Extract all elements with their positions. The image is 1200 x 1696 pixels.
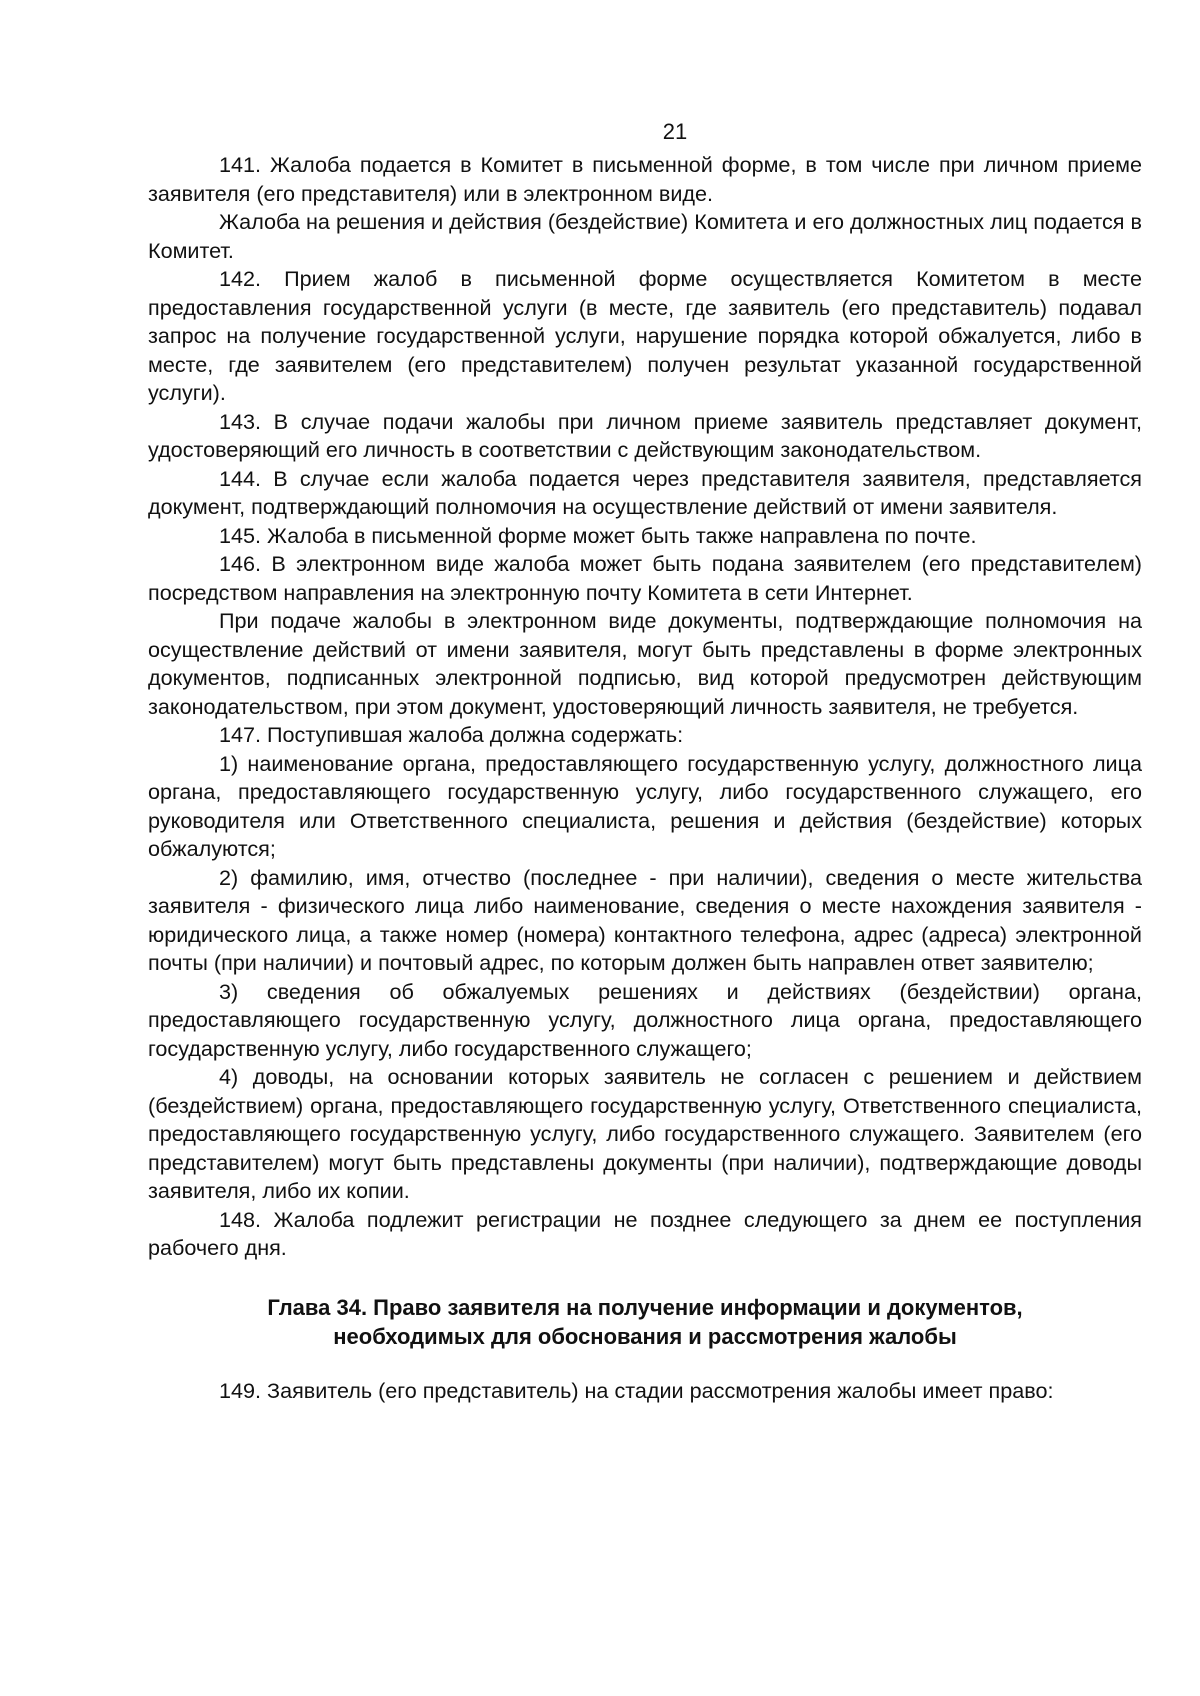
paragraph-141-continued: Жалоба на решения и действия (бездействие) Комитета и его должностных лиц подается в Комитет. [148,209,1142,263]
paragraph-147: 147. Поступившая жалоба должна содержать: [219,722,684,747]
paragraph-147-item-1: 1) наименование органа, предоставляющего государственную услугу, должностного лица органа, предоставляющего государственную услугу, либо государственного служащего, его руководителя или Ответственного специалиста, решения и действия (бездействие) которых обжалуются; [148,750,1142,861]
chapter-heading-line-2: необходимых для обоснования и рассмотрения жалобы [333,1323,957,1349]
paragraph-143: 143. В случае подачи жалобы при личном приеме заявитель представляет документ, удостоверяющий его личность в соответствии с действующим законодательством. [148,408,1142,462]
chapter-heading [148,1293,1142,1351]
paragraph-146-continued: При подаче жалобы в электронном виде документы, подтверждающие полномочия на осуществление действий от имени заявителя, могут быть представлены в форме электронных документов, подписанных электронной подписью, вид которой предусмотрен действующим законодательством, при этом документ, удостоверяющий личность заявителя, не требуется. [148,608,1142,719]
paragraph-148: 148. Жалоба подлежит регистрации не позднее следующего за днем ее поступления рабочего дня. [148,1206,1142,1260]
document-body [148,151,1142,1405]
paragraph-147-item-2: 2) фамилию, имя, отчество (последнее - при наличии), сведения о месте жительства заявителя - физического лица либо наименование, сведения о месте нахождения заявителя - юридического лица, а также номер (номера) контактного телефона, адрес (адреса) электронной почты (при наличии) и почтовый адрес, по которым должен быть направлен ответ заявителю; [148,864,1142,975]
paragraph-147-item-3: 3) сведения об обжалуемых решениях и действиях (бездействии) органа, предоставляющего государственную услугу, должностного лица органа, предоставляющего государственную услугу, либо государственного служащего; [148,978,1142,1061]
paragraph-146: 146. В электронном виде жалоба может быть подана заявителем (его представителем) посредством направления на электронную почту Комитета в сети Интернет. [148,551,1142,605]
paragraph-141: 141. Жалоба подается в Комитет в письменной форме, в том числе при личном приеме заявителя (его представителя) или в электронном виде. [148,152,1142,206]
paragraph-149: 149. Заявитель (его представитель) на стадии рассмотрения жалобы имеет право: [219,1377,1054,1403]
paragraph-144: 144. В случае если жалоба подается через представителя заявителя, представляется документ, подтверждающий полномочия на осуществление действий от имени заявителя. [148,465,1142,519]
paragraph-145: 145. Жалоба в письменной форме может быть также направлена по почте. [219,522,977,548]
document-page [148,118,1142,1405]
page-number: 21 [662,119,688,144]
paragraph-142: 142. Прием жалоб в письменной форме осуществляется Комитетом в месте предоставления государственной услуги (в месте, где заявитель (его представитель) подавал запрос на получение государственной услуги, нарушение порядка которой обжалуется, либо в месте, где заявителем (его представителем) получен результат указанной государственной услуги). [148,266,1142,405]
chapter-heading-line-1: Глава 34. Право заявителя на получение информации и документов, [267,1294,1023,1320]
paragraph-147-item-4: 4) доводы, на основании которых заявитель не согласен с решением и действием (бездействием) органа, предоставляющего государственную услугу, Ответственного специалиста, предоставляющего государственную услугу, либо государственного служащего. Заявителем (его представителем) могут быть представлены документы (при наличии), подтверждающие доводы заявителя, либо их копии. [148,1064,1142,1203]
